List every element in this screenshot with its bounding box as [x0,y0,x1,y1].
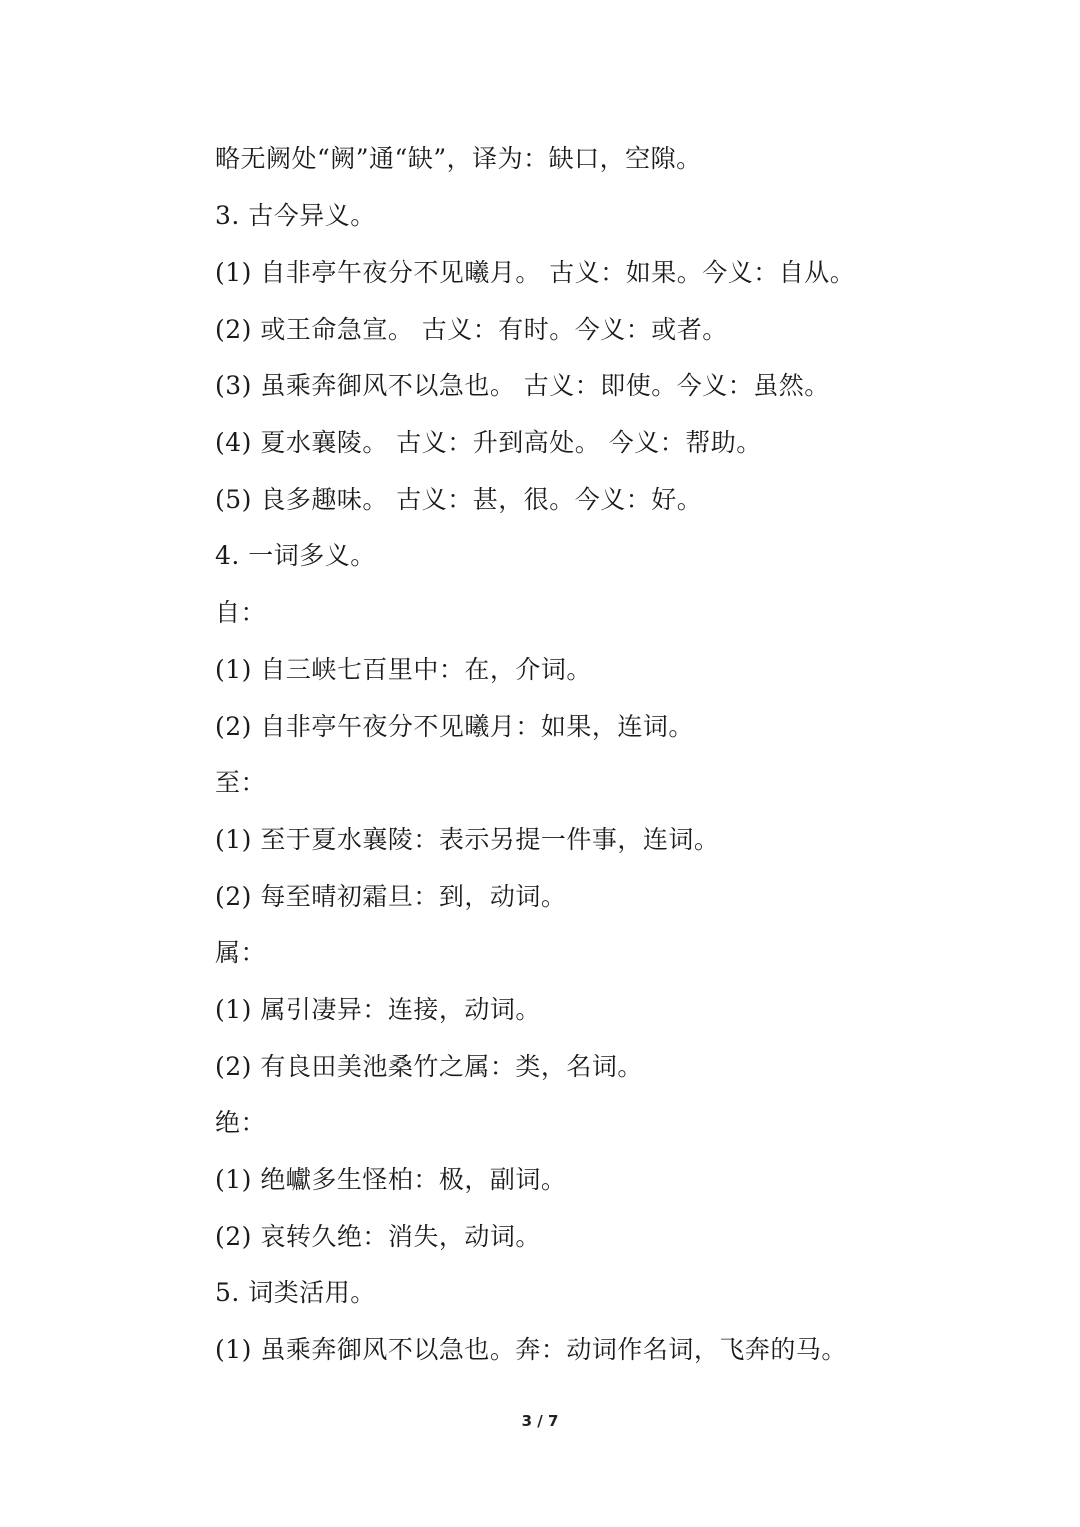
list-item: (1) 虽乘奔御风不以急也。奔：动词作名词，飞奔的马。 [215,1335,847,1364]
list-item: (3) 虽乘奔御风不以急也。 古义：即使。今义：虽然。 [215,371,830,400]
list-item: (4) 夏水襄陵。 古义：升到高处。 今义：帮助。 [215,428,762,457]
page-number: 3 / 7 [521,1412,559,1430]
list-item: (1) 绝巘多生怪柏：极，副词。 [215,1165,567,1194]
section-heading-ancient-modern: 3. 古今异义。 [215,201,376,230]
tongjia-note: 略无阙处“阙”通“缺”，译为：缺口，空隙。 [215,144,702,173]
list-item: (2) 自非亭午夜分不见曦月：如果，连词。 [215,712,694,741]
word-heading: 属： [215,938,267,967]
list-item: (2) 有良田美池桑竹之属：类，名词。 [215,1052,643,1081]
section-heading-polysemy: 4. 一词多义。 [215,541,376,570]
list-item: (5) 良多趣味。 古义：甚，很。今义：好。 [215,485,703,514]
word-heading: 至： [215,768,267,797]
list-item: (2) 哀转久绝：消失，动词。 [215,1222,541,1251]
list-item: (2) 每至晴初霜旦：到，动词。 [215,882,567,911]
list-item: (1) 自非亭午夜分不见曦月。 古义：如果。今义：自从。 [215,258,856,287]
word-heading: 自： [215,598,267,627]
list-item: (1) 至于夏水襄陵：表示另提一件事，连词。 [215,825,720,854]
list-item: (1) 自三峡七百里中：在，介词。 [215,655,592,684]
list-item: (1) 属引凄异：连接，动词。 [215,995,541,1024]
list-item: (2) 或王命急宣。 古义：有时。今义：或者。 [215,315,728,344]
word-heading: 绝： [215,1108,267,1137]
section-heading-word-class: 5. 词类活用。 [215,1278,376,1307]
